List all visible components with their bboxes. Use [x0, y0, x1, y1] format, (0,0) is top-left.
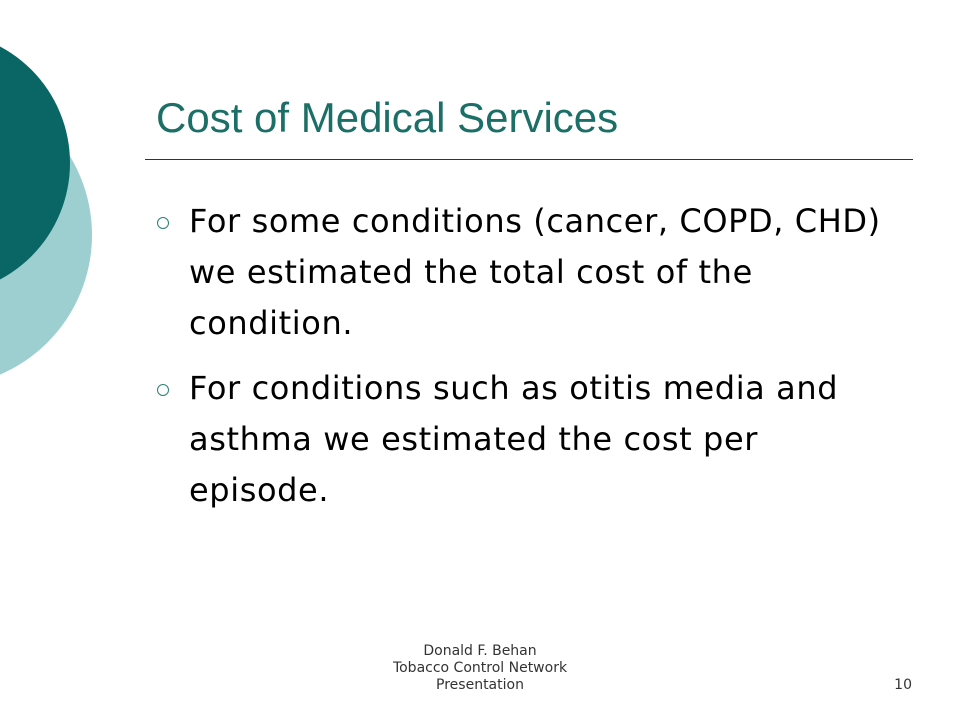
hollow-circle-bullet-icon [157, 217, 169, 229]
bullet-text: For some conditions (cancer, COPD, CHD) we estimated the total cost of the condition. [189, 202, 881, 342]
footer-author: Donald F. Behan [423, 643, 537, 659]
footer-presentation: Presentation [436, 677, 524, 693]
slide-title: Cost of Medical Services [156, 94, 619, 141]
bullet-list [153, 196, 903, 530]
bullet-item [153, 196, 903, 349]
bullet-text: For conditions such as otitis media and asthma we estimated the cost per episode. [189, 369, 839, 509]
decorative-circles [0, 0, 120, 400]
footer [360, 643, 600, 694]
hollow-circle-bullet-icon [157, 384, 169, 396]
footer-organization: Tobacco Control Network [392, 660, 568, 676]
bullet-item [153, 363, 903, 516]
title-divider [145, 159, 913, 160]
page-number: 10 [894, 677, 912, 693]
